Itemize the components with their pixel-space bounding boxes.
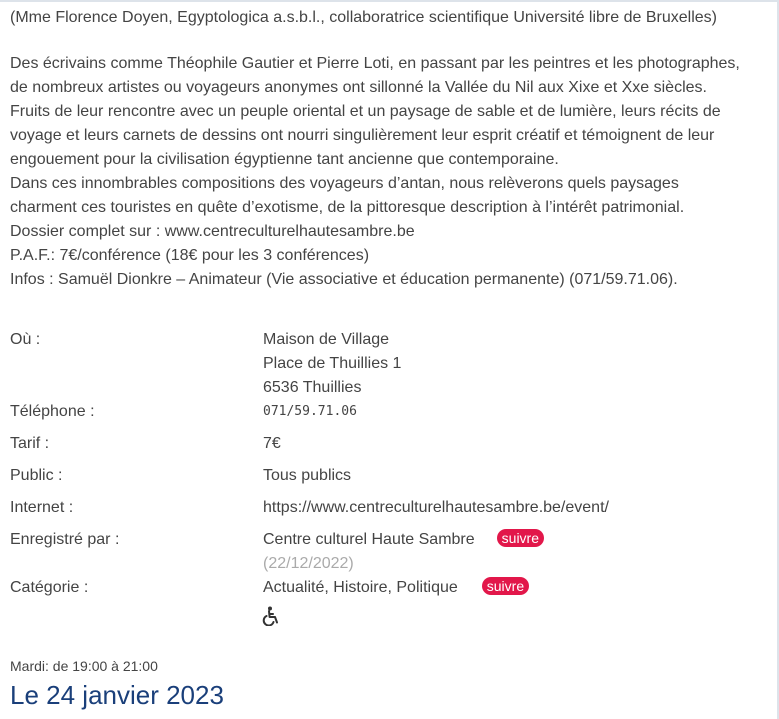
registered-by-row	[263, 528, 544, 552]
description-line: Fruits de leur rencontre avec un peuple oriental et un paysage de sable et de lumière, leurs récits de	[10, 103, 721, 120]
intro-text: (Mme Florence Doyen, Egyptologica a.s.b.l., collaboratrice scientifique Université libre de Bruxelles)	[10, 9, 717, 26]
top-border	[0, 0, 779, 2]
price-label: Tarif :	[10, 435, 50, 452]
description-line: engouement pour la civilisation égyptienne tant ancienne que contemporaine.	[10, 151, 559, 168]
description-line: Des écrivains comme Théophile Gautier et Pierre Loti, en passant par les peintres et les photographes,	[10, 55, 740, 72]
description-line: charment ces touristes en quête d’exotisme, de la pittoresque description à l’intérêt patrimonial.	[10, 199, 685, 216]
location-line: 6536 Thuillies	[263, 379, 362, 396]
follow-organizer-button[interactable]: suivre	[497, 529, 544, 547]
description-line: Dossier complet sur : www.centreculturelhautesambre.be	[10, 223, 415, 240]
wheelchair-icon	[262, 606, 280, 626]
registered-date: (22/12/2022)	[263, 555, 354, 572]
category-label: Catégorie :	[10, 579, 89, 596]
website-link[interactable]: https://www.centreculturelhautesambre.be/event/	[263, 499, 609, 516]
description-line: Dans ces innombrables compositions des voyageurs d’antan, nous relèverons quels paysages	[10, 175, 679, 192]
organizer-link[interactable]: Centre culturel Haute Sambre	[263, 531, 475, 548]
location-line: Place de Thuillies 1	[263, 355, 402, 372]
audience-label: Public :	[10, 467, 63, 484]
event-date-heading: Le 24 janvier 2023	[10, 680, 224, 710]
event-description	[10, 52, 750, 292]
description-line: de nombreux artistes ou voyageurs anonymes ont sillonné la Vallée du Nil aux Xixe et Xxe siècles.	[10, 79, 707, 96]
event-time: Mardi: de 19:00 à 21:00	[10, 658, 158, 674]
description-line: P.A.F.: 7€/conférence (18€ pour les 3 conférences)	[10, 247, 370, 264]
phone-label: Téléphone :	[10, 403, 95, 420]
location-label: Où :	[10, 331, 41, 348]
audience-value: Tous publics	[263, 467, 352, 484]
price-value: 7€	[263, 435, 281, 452]
category-row	[263, 576, 529, 600]
description-line: Infos : Samuël Dionkre – Animateur (Vie associative et éducation permanente) (071/59.71.06).	[10, 271, 678, 288]
phone-value[interactable]: 071/59.71.06	[263, 404, 357, 419]
location-line: Maison de Village	[263, 331, 390, 348]
website-label: Internet :	[10, 499, 74, 516]
follow-category-button[interactable]: suivre	[482, 577, 529, 595]
description-line: voyage et leurs carnets de dessins ont nourri singulièrement leur esprit créatif et témoignent de leur	[10, 127, 715, 144]
category-links[interactable]: Actualité, Histoire, Politique	[263, 579, 458, 596]
registered-by-label: Enregistré par :	[10, 531, 120, 548]
